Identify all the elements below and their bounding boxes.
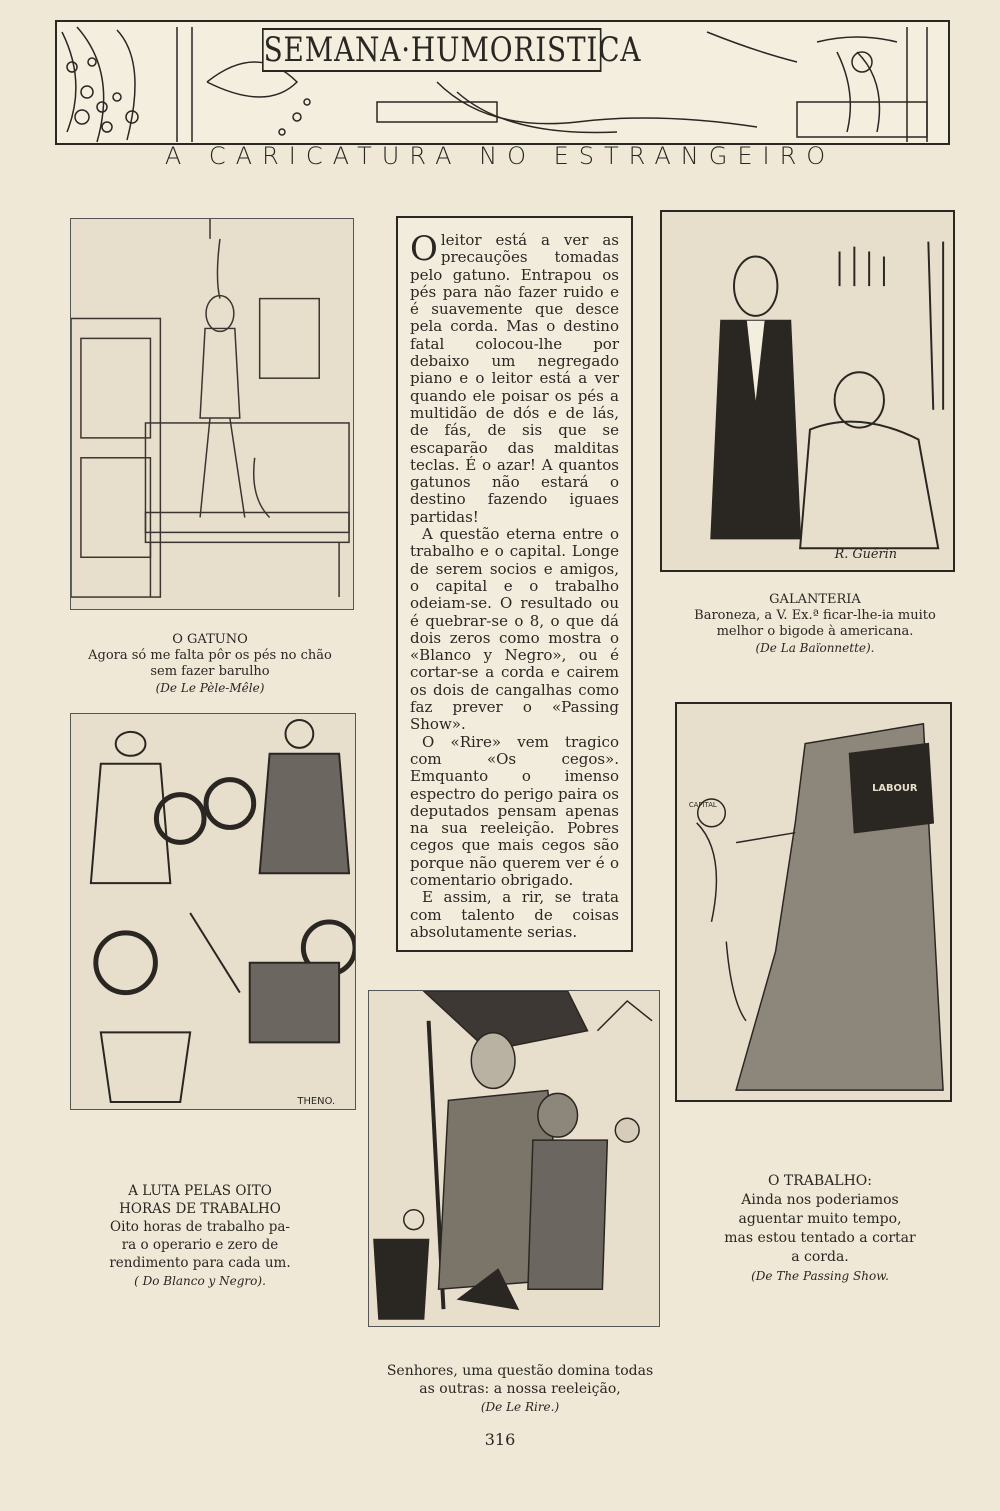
caption-galanteria <box>660 592 970 656</box>
signature-guerin: R. Guérin <box>834 547 897 563</box>
caption-line: as outras: a nossa reeleição, <box>419 1381 621 1397</box>
caption-line: mas estou tentado a cortar <box>724 1230 916 1246</box>
caption-rire <box>360 1362 680 1416</box>
caption-gatuno <box>60 632 360 696</box>
caption-line: Senhores, uma questão domina todas <box>386 1363 654 1379</box>
signature-theno: THENO. <box>297 1096 336 1108</box>
illustration-rire <box>368 990 660 1327</box>
caption-source: (De La Baïonnette). <box>755 641 875 655</box>
caption-source: (De Le Pèle-Mêle) <box>155 681 265 695</box>
caption-line: ra o operario e zero de <box>121 1237 279 1253</box>
caption-line: melhor o bigode à americana. <box>716 624 914 639</box>
caption-line: aguentar muito tempo, <box>738 1211 902 1227</box>
label-capital: CAPITAL <box>688 800 717 809</box>
caption-line: a corda. <box>791 1249 849 1265</box>
caption-trabalho <box>690 1172 950 1286</box>
article-text: leitor está a ver as precauções tomadas pelo gatuno. Entrapou os pés para não fazer ruido e é suavemente que desce pela corda. Mas o destino fatal colocou-lhe por debaixo um negregado piano e o leitor está a ver quando ele poisar os pés a multidão de dós e de lás, de fás, de sis que se escaparão das malditas teclas. É o azar! A quantos gatunos não estará o destino fazendo iguaes partidas! <box>410 231 619 526</box>
caption-line: Ainda nos poderiamos <box>741 1192 899 1208</box>
masthead-title: SEMANA·HUMORISTICA <box>263 30 642 70</box>
illustration-luta <box>70 713 356 1110</box>
caption-source: ( Do Blanco y Negro). <box>134 1274 266 1288</box>
illustration-gatuno <box>70 218 354 610</box>
caption-title: A LUTA PELAS OITO <box>128 1183 272 1199</box>
caption-line: Agora só me falta pôr os pés no chão <box>88 648 332 663</box>
caption-line: Baroneza, a V. Ex.ª ficar-lhe-ia muito <box>694 608 936 623</box>
caption-title: O TRABALHO: <box>767 1173 872 1189</box>
article-paragraph: A questão eterna entre o trabalho e o capital. Longe de serem socios e amigos, o capital e o trabalho odeiam-se. O resultado ou é quebrar-se o 8, o que dá dois zeros como mostra o «Blanco y Negro», ou é cortar-se a corda e cairem os dois de cangalhas como faz prever o «Passing Show». <box>410 525 619 734</box>
caption-line: Oito horas de trabalho pa- <box>110 1219 290 1235</box>
page-number: 316 <box>484 1430 516 1449</box>
caption-title: O GATUNO <box>172 632 248 647</box>
illustration-galanteria <box>660 210 955 572</box>
article-paragraph: E assim, a rir, se trata com talento de coisas absolutamente serias. <box>410 888 619 941</box>
article-paragraph <box>410 229 619 526</box>
article-paragraph: O «Rire» vem tragico com «Os cegos». Emquanto o imenso espectro do perigo paira os deputados pensam apenas na sua reeleição. Pobres cegos que mais cegos são porque não querem ver é o comentario obrigado. <box>410 732 619 889</box>
caption-luta <box>85 1182 315 1290</box>
section-subtitle: A CARICATURA NO ESTRANGEIRO <box>164 142 836 170</box>
caption-line: sem fazer barulho <box>150 664 270 679</box>
caption-line: rendimento para cada um. <box>109 1255 291 1271</box>
article-box <box>396 216 633 952</box>
label-labour: LABOUR <box>872 783 918 795</box>
illustration-trabalho <box>675 702 952 1102</box>
caption-title: GALANTERIA <box>769 592 861 607</box>
dropcap: O <box>410 229 438 269</box>
caption-source: (De The Passing Show. <box>751 1269 889 1283</box>
caption-title: HORAS DE TRABALHO <box>119 1201 281 1217</box>
caption-source: (De Le Rire.) <box>480 1400 560 1414</box>
